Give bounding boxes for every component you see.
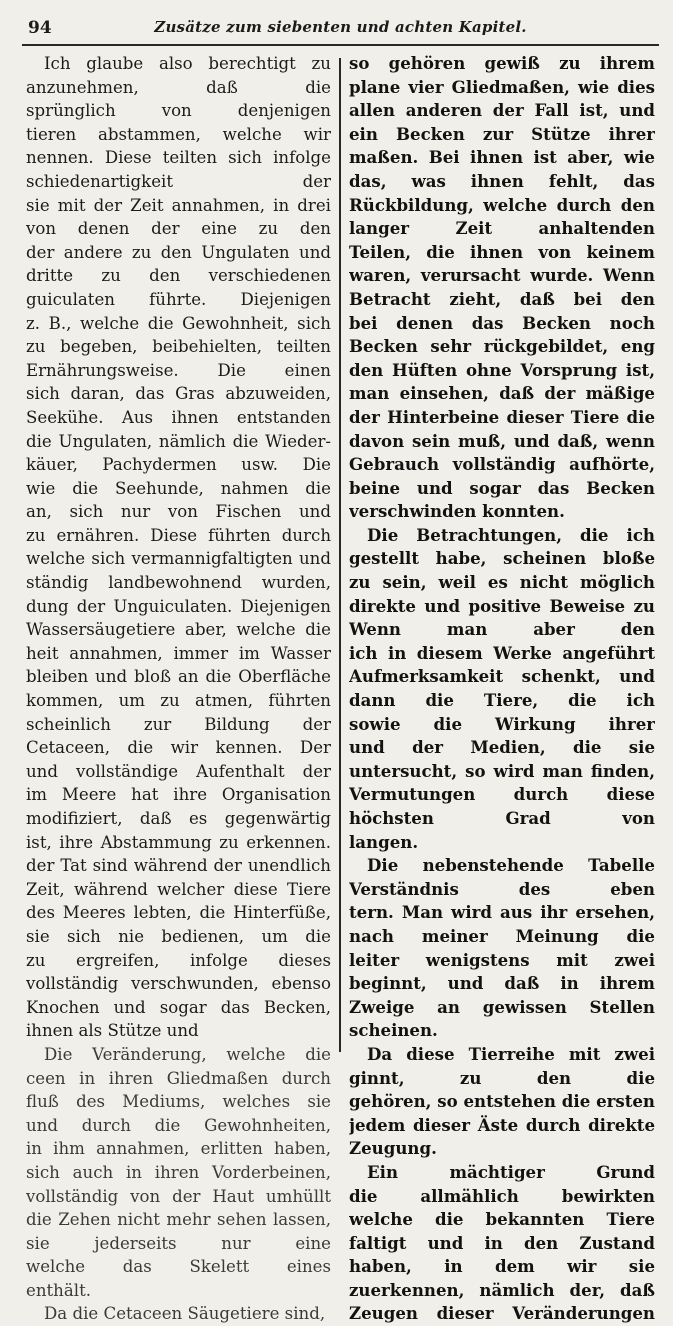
- text-line: an, sich nur von Fischen und: [26, 502, 331, 522]
- text-line: Da die Cetaceen Säugetiere sind,: [44, 1304, 326, 1324]
- text-line: beine und sogar das Becken: [349, 477, 655, 498]
- text-line: die Ungulaten, nämlich die Wieder-: [26, 431, 331, 451]
- text-line: haben, in dem wir sie: [349, 1256, 655, 1277]
- text-line: der andere zu den Ungulaten und: [26, 242, 331, 262]
- text-line: Die nebenstehende Tabelle: [367, 855, 655, 876]
- text-line: allen anderen der Fall ist, und: [349, 100, 655, 121]
- text-line: und durch die Gewohnheiten,: [26, 1115, 331, 1135]
- text-line: Wassersäugetiere aber, welche die: [26, 620, 331, 640]
- text-line: modifiziert, daß es gegenwärtig: [26, 809, 331, 828]
- text-line: scheinlich zur Bildung der: [26, 714, 331, 734]
- text-line: langer Zeit anhaltenden: [349, 218, 655, 239]
- text-line: Zeugen dieser Veränderungen: [349, 1303, 655, 1324]
- text-line: gehören, so entstehen die ersten: [349, 1091, 655, 1112]
- text-line: bleiben und bloß an die Oberfläche: [26, 667, 331, 687]
- text-line: Ernährungsweise. Die einen: [26, 360, 331, 380]
- text-line: beginnt, und daß in ihrem: [349, 973, 655, 994]
- text-line: gestellt habe, scheinen bloße: [349, 548, 655, 569]
- text-line: sie mit der Zeit annahmen, in drei: [26, 195, 331, 215]
- text-line: tern. Man wird aus ihr ersehen,: [349, 902, 655, 923]
- text-line: guiculaten führte. Diejenigen: [26, 289, 331, 309]
- text-line: man einsehen, daß der mäßige: [349, 383, 655, 404]
- text-line: maßen. Bei ihnen ist aber, wie: [349, 147, 655, 168]
- text-line: das, was ihnen fehlt, das: [349, 170, 655, 191]
- text-line: tieren abstammen, welche wir: [26, 124, 331, 144]
- text-line: ceen in ihren Gliedmaßen durch: [26, 1068, 331, 1088]
- text-line: fluß des Mediums, welches sie: [26, 1092, 331, 1112]
- text-line: heit annahmen, immer im Wasser: [26, 643, 331, 663]
- left-text-column: [26, 52, 331, 1324]
- text-line: sprünglich von denjenigen: [26, 101, 331, 121]
- text-line: Ich glaube also berechtigt zu: [44, 54, 331, 73]
- text-line: enthält.: [26, 1280, 92, 1300]
- text-line: bei denen das Becken noch: [349, 312, 655, 333]
- text-line: Knochen und sogar das Becken,: [26, 997, 331, 1017]
- text-line: Verständnis des eben: [349, 878, 655, 899]
- text-line: sich daran, das Gras abzuweiden,: [26, 384, 331, 404]
- text-line: im Meere hat ihre Organisation: [26, 785, 331, 805]
- text-line: sie jederseits nur eine: [26, 1233, 331, 1253]
- text-line: der Hinterbeine dieser Tiere die: [349, 406, 655, 427]
- text-line: Die Betrachtungen, die ich: [367, 524, 655, 545]
- text-line: anzunehmen, daß die: [26, 77, 331, 97]
- text-line: den Hüften ohne Vorsprung ist,: [349, 359, 655, 380]
- page-header: [22, 14, 659, 46]
- text-line: leiter wenigstens mit zwei: [349, 949, 655, 970]
- text-line: direkte und positive Beweise zu: [349, 595, 655, 616]
- text-line: schiedenartigkeit der: [26, 171, 331, 191]
- text-line: scheinen.: [349, 1020, 438, 1041]
- text-line: Seekühe. Aus ihnen entstanden: [26, 407, 331, 427]
- text-line: die Zehen nicht mehr sehen lassen,: [26, 1210, 331, 1230]
- running-title: Zusätze zum siebenten und achten Kapitel.: [154, 18, 527, 36]
- text-line: dung der Unguiculaten. Diejenigen: [26, 596, 331, 616]
- text-line: ihnen als Stütze und: [26, 1021, 199, 1041]
- text-line: des Meeres lebten, die Hinterfüße,: [26, 903, 331, 923]
- text-line: untersucht, so wird man finden,: [349, 760, 655, 781]
- text-line: und vollständige Aufenthalt der: [26, 761, 331, 781]
- text-line: Da diese Tierreihe mit zwei: [367, 1043, 655, 1064]
- text-line: ein Becken zur Stütze ihrer: [349, 123, 655, 144]
- text-line: Die Veränderung, welche die: [44, 1044, 331, 1064]
- right-text-column: [349, 52, 655, 1324]
- text-line: ist, ihre Abstammung zu erkennen.: [26, 832, 331, 852]
- text-line: zu sein, weil es nicht möglich: [349, 572, 655, 593]
- text-line: so gehören gewiß zu ihrem: [349, 53, 655, 73]
- text-line: Ein mächtiger Grund: [367, 1161, 655, 1182]
- text-line: nach meiner Meinung die: [349, 925, 655, 946]
- text-line: Betracht zieht, daß bei den: [349, 288, 655, 309]
- text-line: nennen. Diese teilten sich infolge: [26, 148, 331, 168]
- text-line: vollständig verschwunden, ebenso: [26, 974, 331, 994]
- text-line: Rückbildung, welche durch den: [349, 194, 655, 215]
- text-line: Wenn man aber den: [349, 619, 655, 640]
- text-line: faltigt und in den Zustand: [349, 1232, 655, 1253]
- text-line: Teilen, die ihnen von keinem: [349, 241, 655, 262]
- text-line: welche sich vermannigfaltigten und: [26, 549, 331, 569]
- text-line: langen.: [349, 831, 419, 852]
- text-line: höchsten Grad von: [349, 808, 655, 828]
- text-line: sowie die Wirkung ihrer: [349, 713, 655, 734]
- text-line: welche das Skelett eines: [26, 1257, 331, 1277]
- text-line: der Tat sind während der unendlich: [26, 856, 331, 876]
- text-line: ich in diesem Werke angeführt: [349, 642, 655, 663]
- text-line: Gebrauch vollständig aufhörte,: [349, 454, 655, 475]
- column-divider: [339, 58, 341, 1052]
- text-line: verschwinden konnten.: [349, 501, 565, 522]
- text-line: Zeit, während welcher diese Tiere: [26, 879, 331, 899]
- text-line: zu ergreifen, infolge dieses: [26, 950, 331, 970]
- text-line: welche die bekannten Tiere: [349, 1209, 655, 1230]
- text-line: z. B., welche die Gewohnheit, sich: [26, 313, 331, 333]
- text-line: Zweige an gewissen Stellen: [349, 996, 655, 1017]
- text-line: in ihm annahmen, erlitten haben,: [26, 1139, 331, 1159]
- text-line: plane vier Gliedmaßen, wie dies: [349, 76, 655, 97]
- text-line: davon sein muß, und daß, wenn: [349, 430, 655, 451]
- text-line: von denen der eine zu den: [26, 219, 331, 239]
- text-line: zu begeben, beibehielten, teilten: [26, 337, 331, 357]
- text-line: sich auch in ihren Vorderbeinen,: [26, 1162, 331, 1182]
- text-line: ginnt, zu den die: [349, 1067, 655, 1088]
- text-line: vollständig von der Haut umhüllt: [26, 1186, 331, 1206]
- text-line: Becken sehr rückgebildet, eng: [349, 336, 655, 357]
- text-line: und der Medien, die sie: [349, 737, 655, 758]
- text-line: waren, verursacht wurde. Wenn: [349, 265, 655, 286]
- text-line: käuer, Pachydermen usw. Die: [26, 455, 331, 475]
- text-line: Cetaceen, die wir kennen. Der: [26, 738, 331, 758]
- text-line: Vermutungen durch diese: [349, 784, 655, 805]
- text-line: dritte zu den verschiedenen: [26, 266, 331, 286]
- text-line: zuerkennen, nämlich der, daß: [349, 1279, 655, 1300]
- text-line: die allmählich bewirkten: [349, 1185, 655, 1206]
- text-line: Zeugung.: [349, 1138, 437, 1159]
- text-line: Aufmerksamkeit schenkt, und: [349, 666, 655, 687]
- page-number: 94: [28, 18, 52, 38]
- text-line: jedem dieser Äste durch direkte: [349, 1114, 655, 1135]
- text-line: zu ernähren. Diese führten durch: [26, 525, 331, 545]
- text-line: kommen, um zu atmen, führten: [26, 691, 331, 711]
- text-line: sie sich nie bedienen, um die: [26, 926, 331, 946]
- text-line: wie die Seehunde, nahmen die: [26, 478, 331, 498]
- text-line: dann die Tiere, die ich: [349, 690, 655, 711]
- text-line: ständig landbewohnend wurden,: [26, 573, 331, 593]
